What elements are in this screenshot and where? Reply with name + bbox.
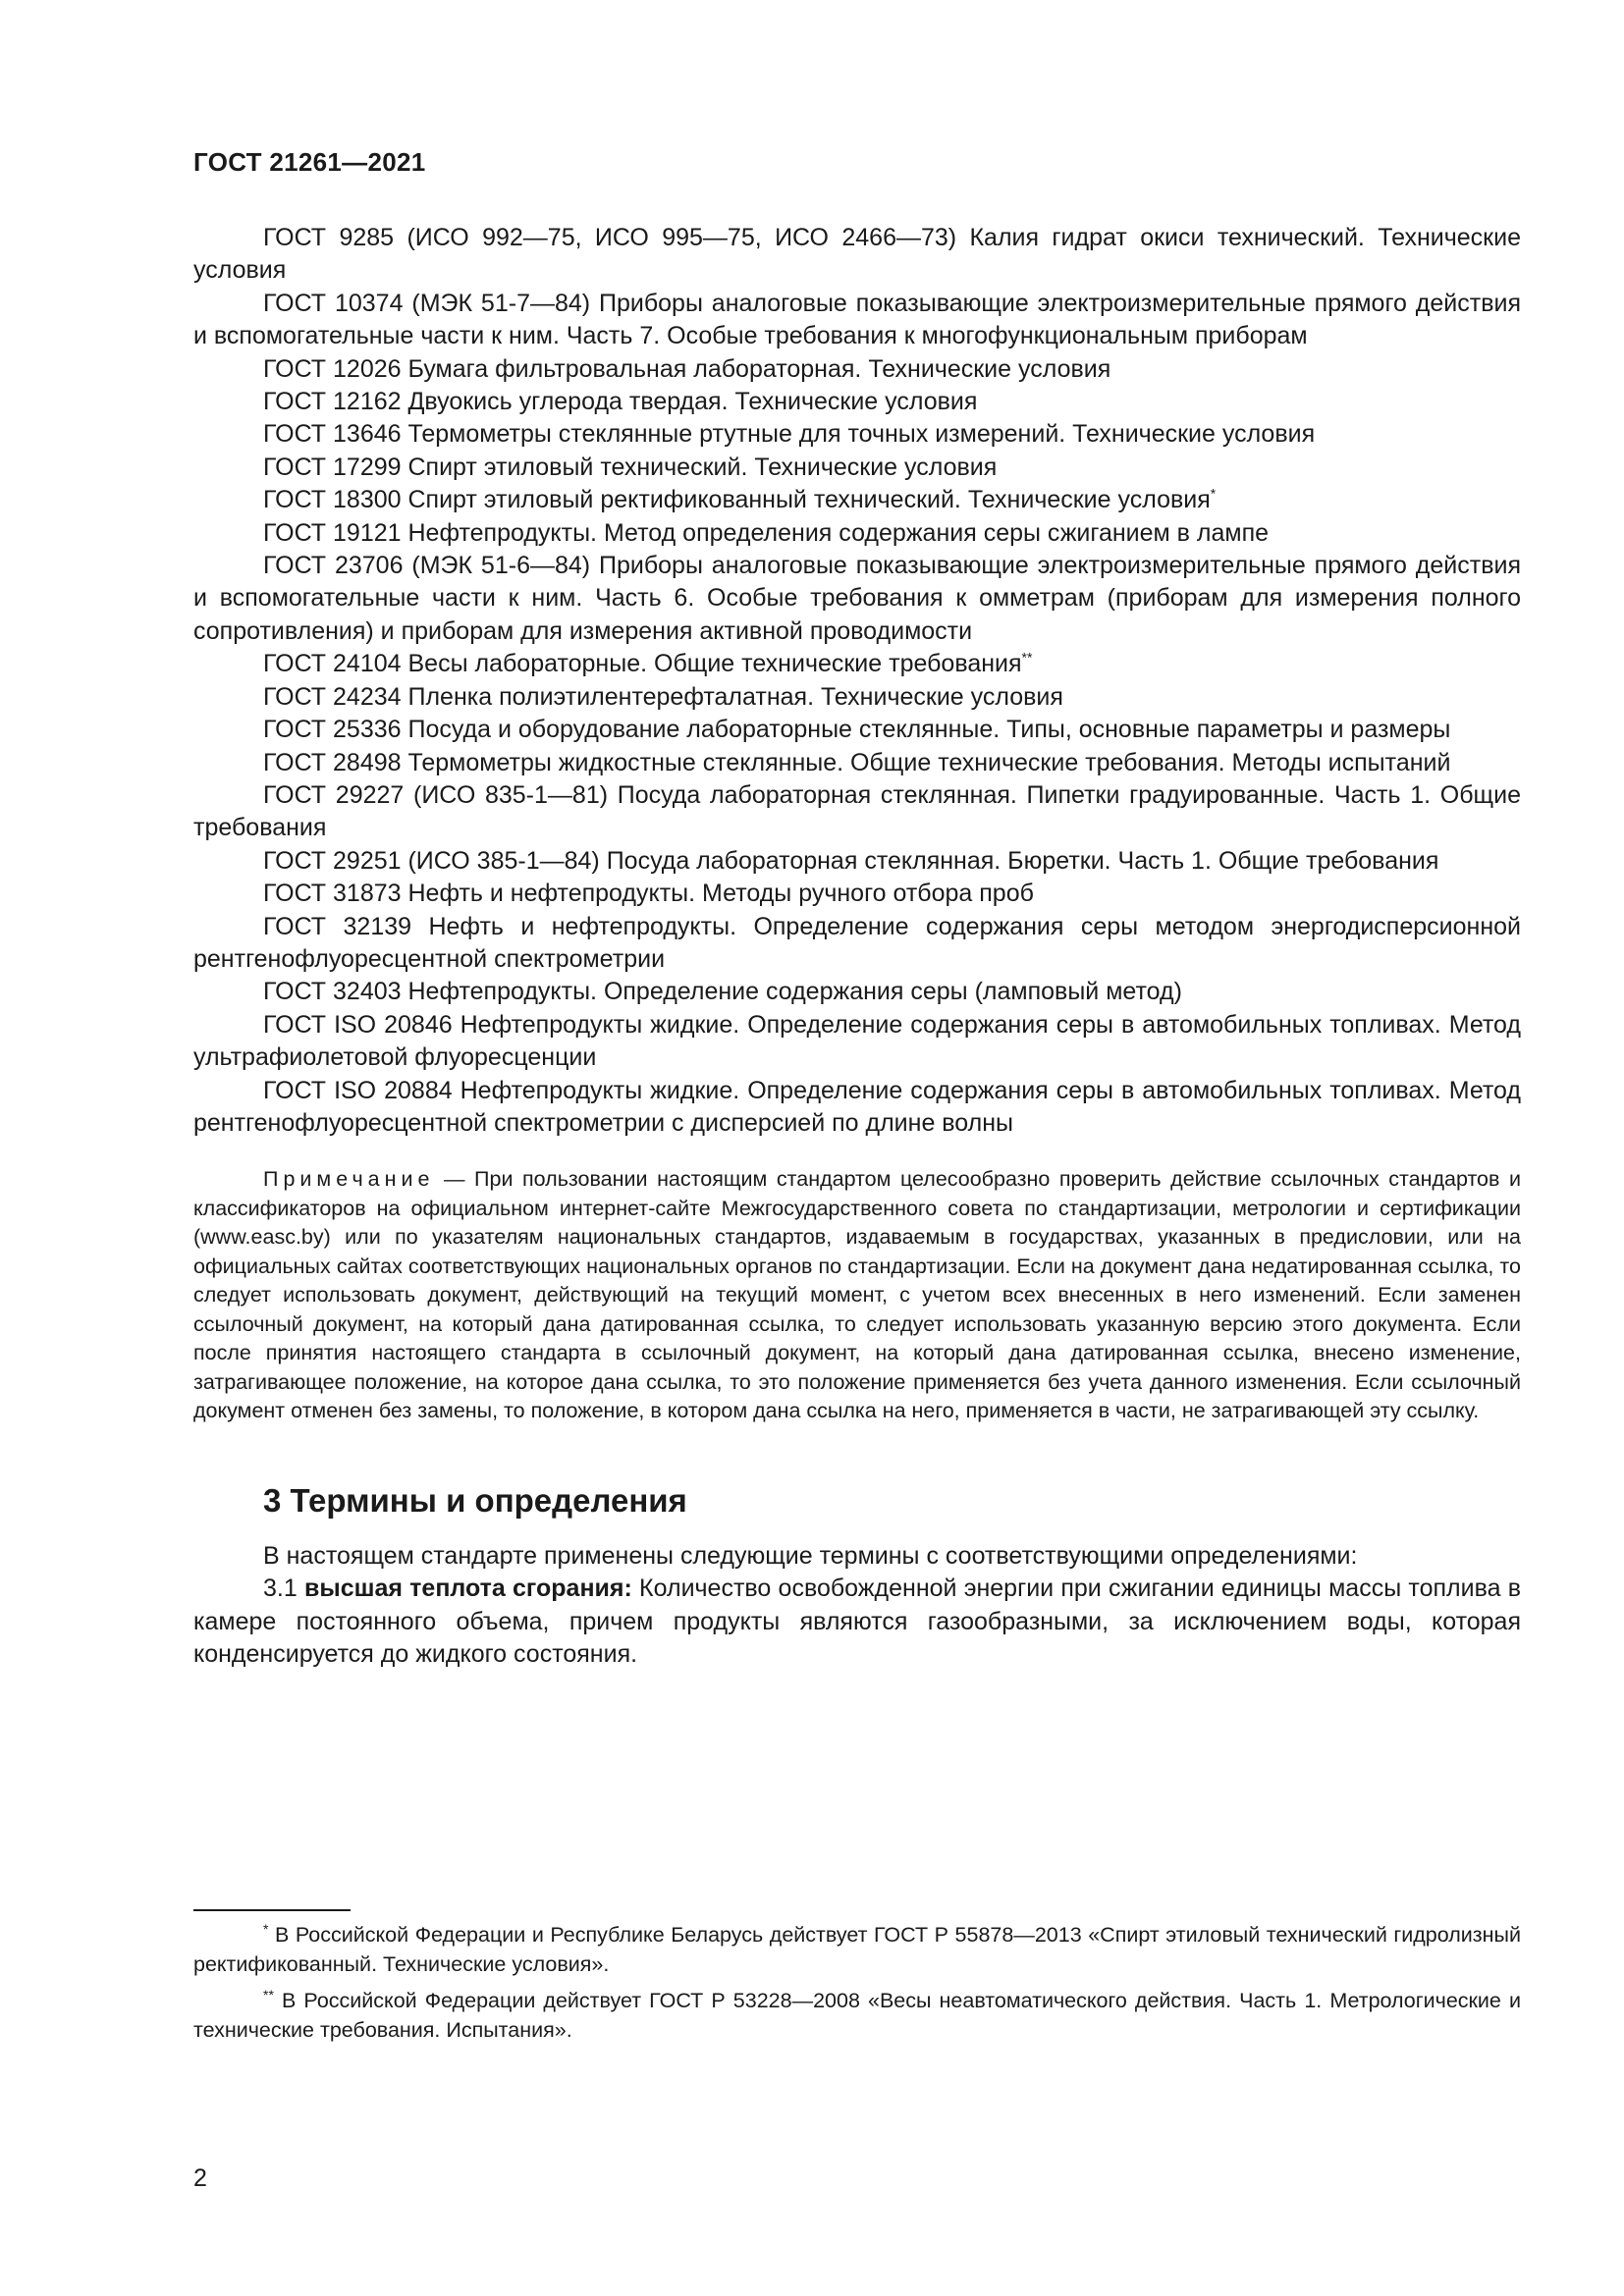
footnote-divider: [193, 1909, 351, 1911]
note-label: Примечание: [263, 1167, 435, 1192]
term-text: Количество освобожденной энергии при сжигании единицы массы топлива в камере постоянного объема, причем продукты являются газообразными, за исключением воды, которая конденсируется до жидкого состояния.: [193, 1575, 1521, 1669]
reference-item: ГОСТ 24104 Весы лабораторные. Общие технические требования**: [263, 649, 1033, 678]
reference-item: ГОСТ ISO 20884 Нефтепродукты жидкие. Определение содержания серы в автомобильных топливах. Метод рентгенофлуоресцентной спектрометрии с дисперсией по длине волны: [193, 1076, 1521, 1137]
reference-item: ГОСТ 29227 (ИСО 835-1—81) Посуда лабораторная стеклянная. Пипетки градуированные. Часть 1. Общие требования: [193, 780, 1521, 842]
footnote-marker: *: [263, 1920, 269, 1937]
page-number: 2: [193, 2164, 207, 2192]
reference-item: ГОСТ 19121 Нефтепродукты. Метод определения содержания серы сжиганием в лампе: [263, 518, 1270, 547]
footnote-marker: **: [1021, 649, 1033, 666]
footnote-item: ** В Российской Федерации действует ГОСТ Р 53228—2008 «Весы неавтоматического действия. Часть 1. Метрологические и технические требования. Испытания».: [193, 1986, 1521, 2042]
section-heading: 3 Термины и определения: [263, 1481, 687, 1519]
footnote-marker: **: [263, 1986, 274, 2002]
reference-item: ГОСТ 12162 Двуокись углерода твердая. Технические условия: [263, 388, 978, 416]
reference-item: ГОСТ 29251 (ИСО 385-1—84) Посуда лабораторная стеклянная. Бюретки. Часть 1. Общие требования: [263, 846, 1439, 875]
term-name: высшая теплота сгорания:: [304, 1575, 632, 1603]
reference-item: ГОСТ 12026 Бумага фильтровальная лабораторная. Технические условия: [263, 354, 1111, 383]
reference-item: ГОСТ 17299 Спирт этиловый технический. Технические условия: [263, 453, 998, 481]
reference-item: ГОСТ 10374 (МЭК 51-7—84) Приборы аналоговые показывающие электроизмерительные прямого действия и вспомогательные части к ним. Часть 7. Особые требования к многофункциональным приборам: [193, 289, 1521, 350]
reference-item: ГОСТ 23706 (МЭК 51-6—84) Приборы аналоговые показывающие электроизмерительные прямого действия и вспомогательные части к ним. Часть 6. Особые требования к омметрам (приборам для измерения полного сопротивления) и приборам для измерения активной проводимости: [193, 552, 1521, 645]
reference-item: ГОСТ 24234 Пленка полиэтилентерефталатная. Технические условия: [263, 682, 1063, 711]
footnote-marker: *: [1210, 485, 1217, 502]
reference-item: ГОСТ 32403 Нефтепродукты. Определение содержания серы (ламповый метод): [263, 978, 1182, 1006]
body-block: [193, 222, 1521, 1672]
reference-item: ГОСТ 13646 Термометры стеклянные ртутные для точных измерений. Технические условия: [263, 420, 1316, 449]
reference-list: [193, 222, 1521, 1140]
reference-item: ГОСТ 9285 (ИСО 992—75, ИСО 995—75, ИСО 2466—73) Калия гидрат окиси технический. Технические условия: [193, 224, 1521, 285]
term-number: 3.1: [263, 1575, 298, 1603]
note-paragraph: [193, 1165, 1521, 1426]
reference-item: ГОСТ 31873 Нефть и нефтепродукты. Методы ручного отбора проб: [263, 880, 1034, 908]
term-definition: [193, 1573, 1521, 1671]
note-text: — При пользовании настоящим стандартом целесообразно проверить действие ссылочных стандартов и классификаторов на официальном интернет-сайте Межгосударственного совета по стандартизации, метрологии и сертификации (www.easc.by) или по указателям национальных стандартов, издаваемым в государствах, указанных в предисловии, или на официальных сайтах соответствующих национальных органов по стандартизации. Если на документ дана недатированная ссылка, то следует использовать документ, действующий на текущий момент, с учетом всех внесенных в него изменений. Если заменен ссылочный документ, на который дана датированная ссылка, то следует использовать указанную версию этого документа. Если после принятия настоящего стандарта в ссылочный документ, на который дана датированная ссылка, внесено изменение, затрагивающее положение, на которое дана ссылка, то это положение применяется без учета данного изменения. Если ссылочный документ отменен без замены, то положение, в котором дана ссылка на него, применяется в части, не затрагивающей эту ссылку.: [193, 1167, 1521, 1423]
reference-item: ГОСТ 25336 Посуда и оборудование лабораторные стеклянные. Типы, основные параметры и размеры: [263, 716, 1451, 744]
footnote-item: * В Российской Федерации и Республике Беларусь действует ГОСТ Р 55878—2013 «Спирт этиловый технический гидролизный ректификованный. Технические условия».: [193, 1920, 1521, 1976]
footnotes: [193, 1921, 1521, 2053]
section-intro: В настоящем стандарте применены следующие термины с соответствующими определениями:: [263, 1541, 1358, 1570]
reference-item: ГОСТ 18300 Спирт этиловый ректификованный технический. Технические условия*: [263, 485, 1217, 514]
reference-item: ГОСТ ISO 20846 Нефтепродукты жидкие. Определение содержания серы в автомобильных топливах. Метод ультрафиолетовой флуоресценции: [193, 1010, 1521, 1072]
document-header: ГОСТ 21261—2021: [193, 147, 426, 177]
reference-item: ГОСТ 32139 Нефть и нефтепродукты. Определение содержания серы методом энергодисперсионной рентгенофлуоресцентной спектрометрии: [193, 912, 1521, 973]
reference-item: ГОСТ 28498 Термометры жидкостные стеклянные. Общие технические требования. Методы испытаний: [263, 748, 1451, 776]
